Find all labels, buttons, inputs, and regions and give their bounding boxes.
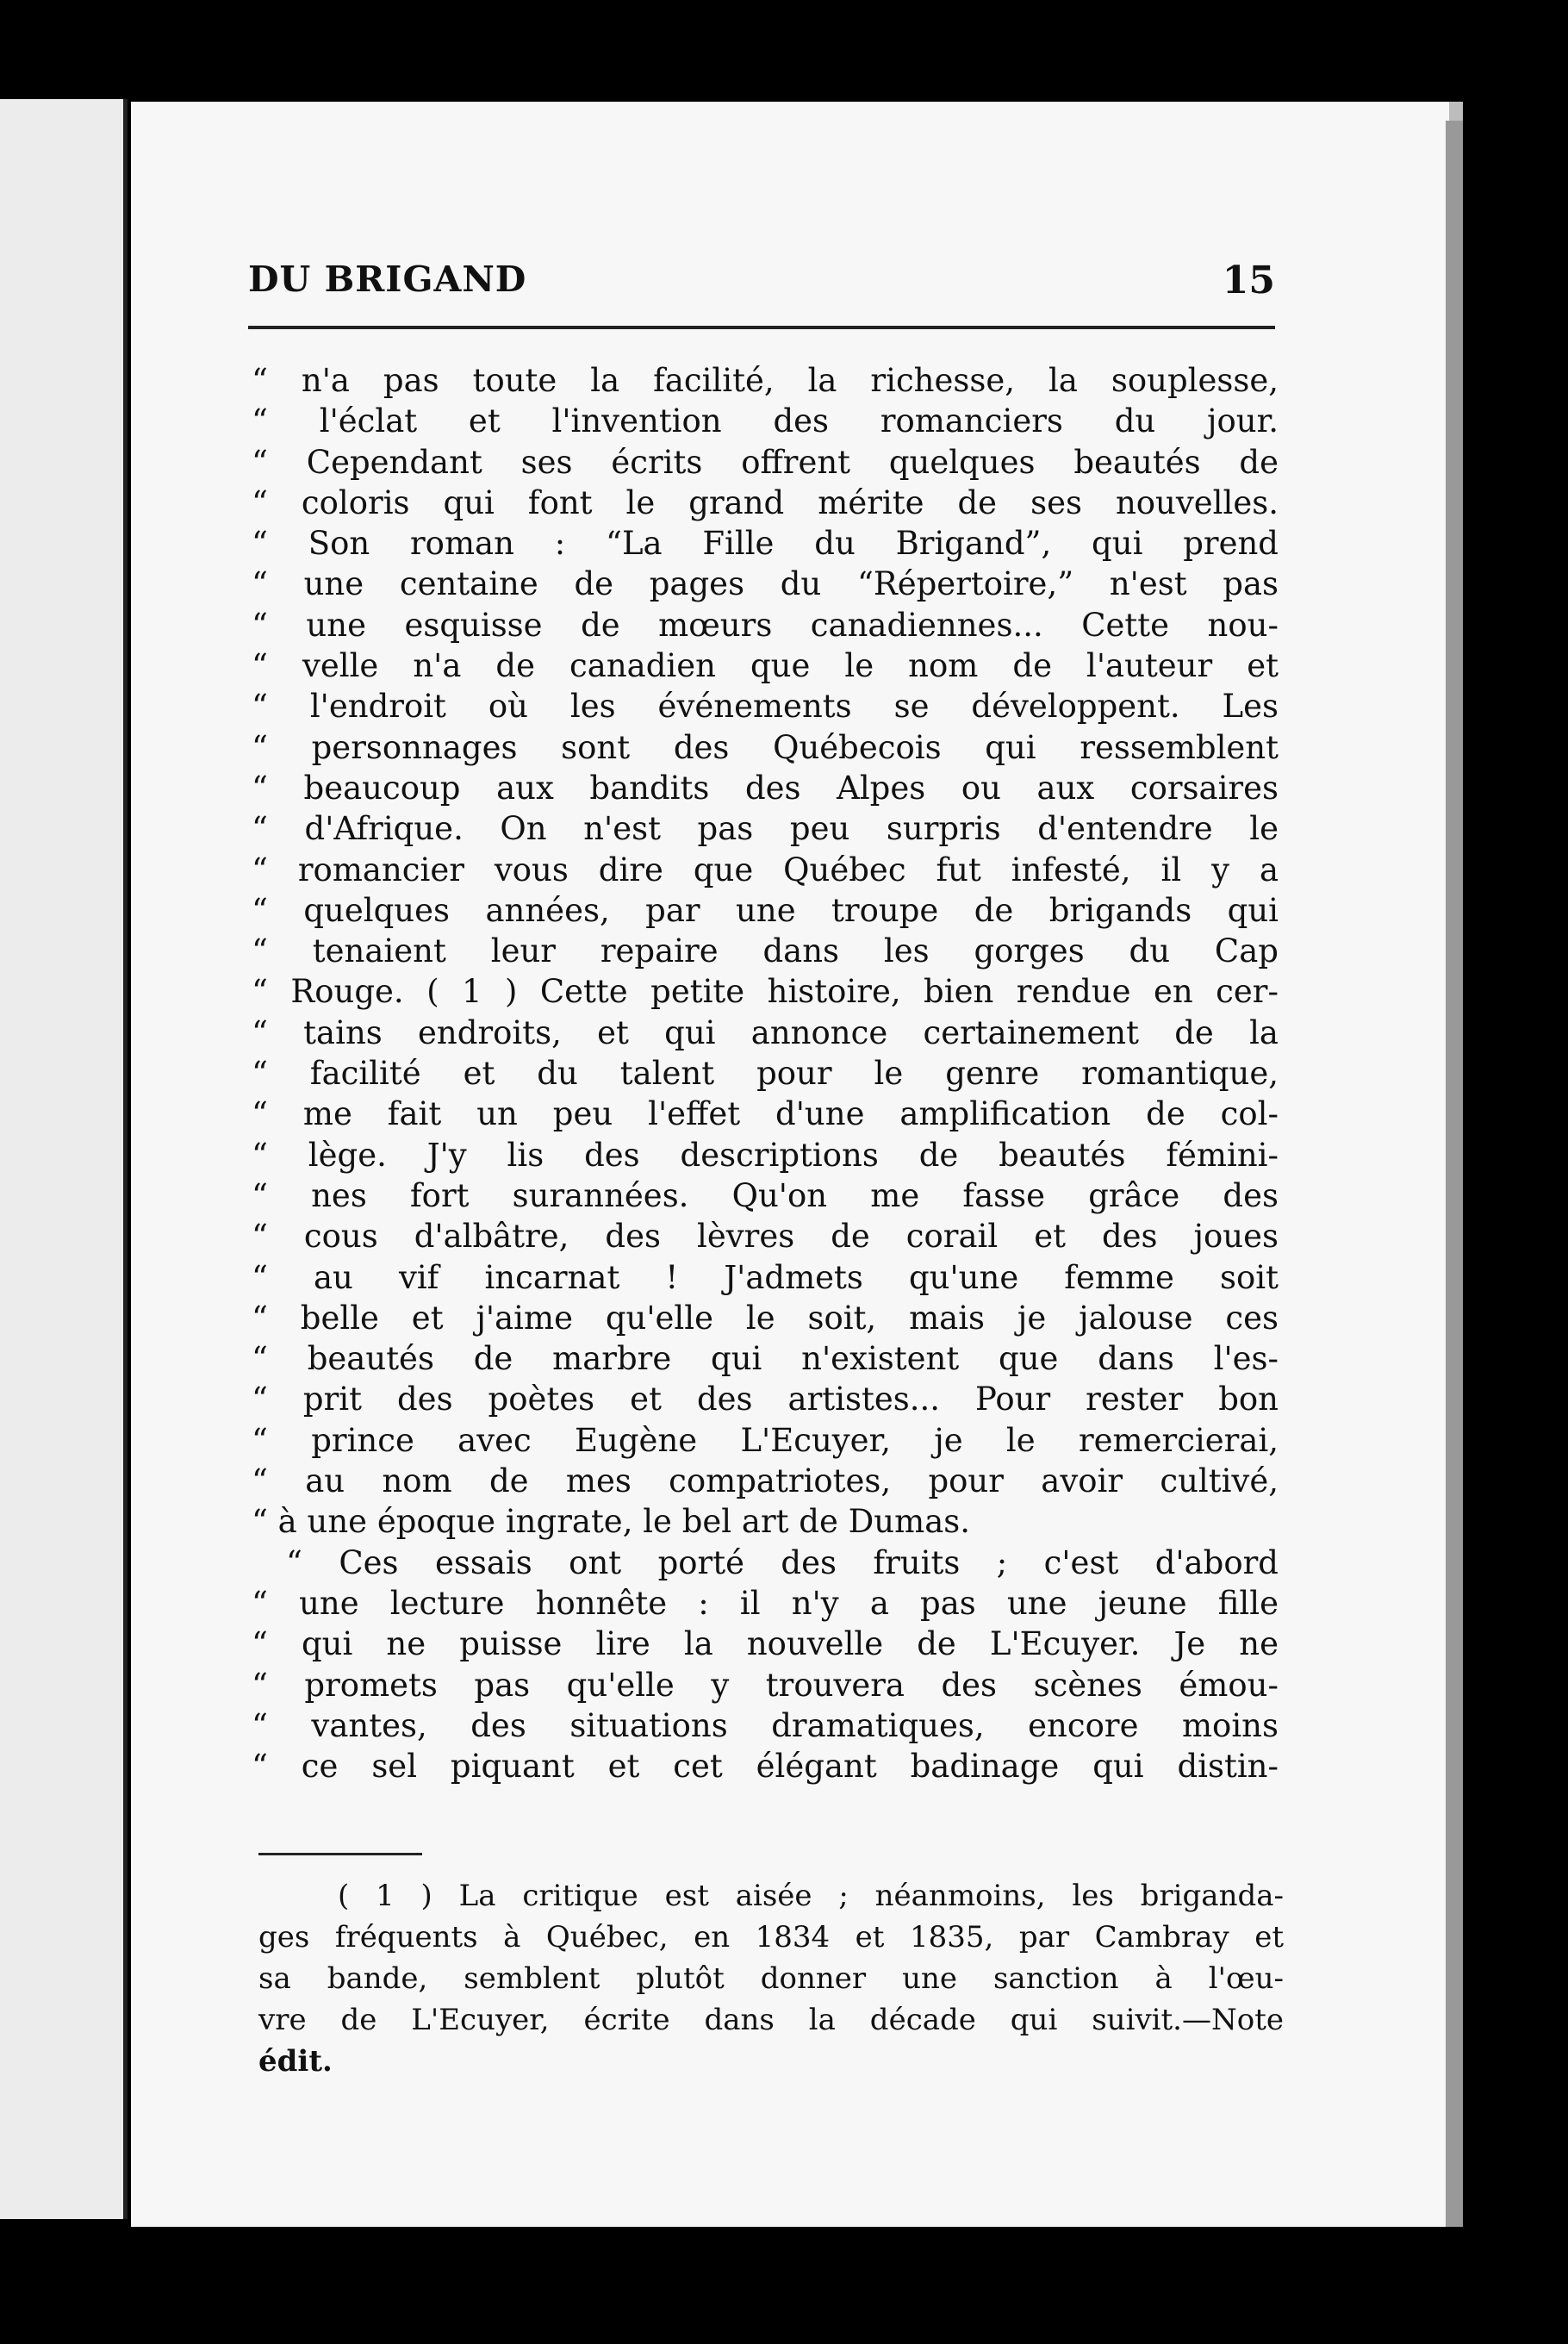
- text-line: “ tains endroits, et qui annonce certainement de la: [252, 1013, 1279, 1051]
- text-line: “ n'a pas toute la facilité, la richesse, la souplesse,: [252, 362, 1279, 399]
- text-line: “ à une époque ingrate, le bel art de Dumas.: [252, 1503, 970, 1541]
- text-line: “ me fait un peu l'effet d'une amplification de col-: [252, 1095, 1279, 1133]
- text-line: “ beautés de marbre qui n'existent que dans l'es-: [252, 1340, 1279, 1378]
- text-line: “ quelques années, par une troupe de brigands qui: [252, 891, 1279, 929]
- text-line: “ qui ne puisse lire la nouvelle de L'Ecuyer. Je ne: [252, 1625, 1279, 1663]
- running-title: DU BRIGAND: [248, 259, 527, 300]
- footnote: [258, 1875, 1284, 2082]
- text-line: “ nes fort surannées. Qu'on me fasse grâce des: [252, 1176, 1279, 1214]
- text-line: “ personnages sont des Québecois qui ressemblent: [252, 728, 1279, 766]
- text-line: “ vantes, des situations dramatiques, encore moins: [252, 1706, 1279, 1744]
- text-line: “ promets pas qu'elle y trouvera des scènes émou-: [252, 1666, 1279, 1704]
- text-line: “ une esquisse de mœurs canadiennes... Cette nou-: [252, 606, 1279, 644]
- text-line: “ l'endroit où les événements se développent. Les: [252, 688, 1279, 726]
- text-line: “ lège. J'y lis des descriptions de beautés fémini-: [252, 1136, 1279, 1174]
- facing-page-edge: [0, 99, 128, 2219]
- page-edge-shadow: [1446, 121, 1463, 2227]
- text-line: “ velle n'a de canadien que le nom de l'auteur et: [252, 647, 1279, 685]
- header-rule: [248, 326, 1275, 329]
- text-line: “ prince avec Eugène L'Ecuyer, je le remercierai,: [252, 1421, 1279, 1459]
- text-line: “ facilité et du talent pour le genre romantique,: [252, 1055, 1279, 1093]
- text-line: “ l'éclat et l'invention des romanciers du jour.: [252, 402, 1279, 440]
- text-line: “ une centaine de pages du “Répertoire,” n'est pas: [252, 565, 1279, 603]
- footnote-line: vre de L'Ecuyer, écrite dans la décade qui suivit.—Note: [258, 2003, 1284, 2037]
- text-line: “ belle et j'aime qu'elle le soit, mais je jalouse ces: [252, 1299, 1279, 1337]
- text-line: “ d'Afrique. On n'est pas peu surpris d'entendre le: [252, 810, 1279, 848]
- text-line: “ coloris qui font le grand mérite de ses nouvelles.: [252, 483, 1279, 521]
- text-line: “ au vif incarnat ! J'admets qu'une femme soit: [252, 1258, 1279, 1296]
- footnote-line: ( 1 ) La critique est aisée ; néanmoins, les briganda-: [338, 1879, 1284, 1913]
- text-line: “ cous d'albâtre, des lèvres de corail et des joues: [252, 1218, 1279, 1256]
- text-line: “ tenaient leur repaire dans les gorges du Cap: [252, 932, 1279, 970]
- footnote-line: édit.: [258, 2044, 333, 2079]
- text-line: “ prit des poètes et des artistes... Pour rester bon: [252, 1381, 1279, 1418]
- text-line: “ une lecture honnête : il n'y a pas une jeune fille: [252, 1584, 1279, 1622]
- page-number: 15: [1222, 259, 1275, 302]
- text-line: “ Son roman : “La Fille du Brigand”, qui prend: [252, 525, 1279, 563]
- footnote-line: sa bande, semblent plutôt donner une sanction à l'œu-: [258, 1961, 1284, 1996]
- text-line: “ beaucoup aux bandits des Alpes ou aux corsaires: [252, 769, 1279, 807]
- text-line: “ romancier vous dire que Québec fut infesté, il y a: [252, 851, 1279, 888]
- text-line: “ Rouge. ( 1 ) Cette petite histoire, bien rendue en cer-: [252, 973, 1279, 1011]
- body-text: [252, 360, 1279, 1786]
- text-line: “ Ces essais ont porté des fruits ; c'est d'abord: [286, 1543, 1279, 1581]
- text-line: “ Cependant ses écrits offrent quelques beautés de: [252, 443, 1279, 481]
- text-line: “ au nom de mes compatriotes, pour avoir cultivé,: [252, 1462, 1279, 1500]
- footnote-rule: [258, 1853, 422, 1855]
- text-line: “ ce sel piquant et cet élégant badinage qui distin-: [252, 1748, 1279, 1786]
- footnote-line: ges fréquents à Québec, en 1834 et 1835, par Cambray et: [258, 1920, 1284, 1954]
- running-head: [248, 259, 1275, 319]
